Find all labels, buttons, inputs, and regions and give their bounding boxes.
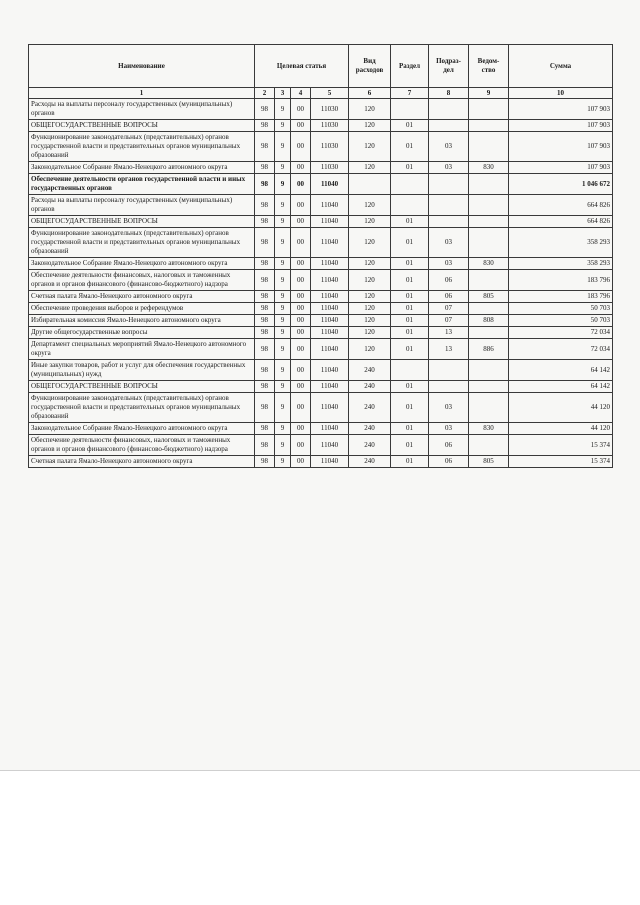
subsection-code: 07 xyxy=(429,303,469,315)
header-summa: Сумма xyxy=(509,45,613,88)
code-program: 98 xyxy=(255,216,275,228)
section-code: 01 xyxy=(391,423,429,435)
row-name: Другие общегосударственные вопросы xyxy=(29,327,255,339)
code-program: 98 xyxy=(255,270,275,291)
subsection-code: 03 xyxy=(429,258,469,270)
section-code xyxy=(391,99,429,120)
row-name: Иные закупки товаров, работ и услуг для обеспечения государственных (муниципальных) нужд xyxy=(29,360,255,381)
code-subprogram: 9 xyxy=(275,228,291,258)
code-program: 98 xyxy=(255,99,275,120)
code-program: 98 xyxy=(255,381,275,393)
code-direction: 00 xyxy=(291,327,311,339)
expense-type xyxy=(349,174,391,195)
department-code xyxy=(469,303,509,315)
amount: 50 703 xyxy=(509,315,613,327)
department-code xyxy=(469,132,509,162)
code-direction: 00 xyxy=(291,195,311,216)
code-direction: 00 xyxy=(291,456,311,468)
amount: 107 903 xyxy=(509,162,613,174)
header-razdel: Раздел xyxy=(391,45,429,88)
code-article: 11040 xyxy=(311,456,349,468)
row-name: Счетная палата Ямало-Ненецкого автономного округа xyxy=(29,456,255,468)
department-code xyxy=(469,393,509,423)
code-program: 98 xyxy=(255,195,275,216)
code-direction: 00 xyxy=(291,291,311,303)
code-subprogram: 9 xyxy=(275,381,291,393)
header-vid: Вид расходов xyxy=(349,45,391,88)
subsection-code xyxy=(429,174,469,195)
row-name: Расходы на выплаты персоналу государственных (муниципальных) органов xyxy=(29,99,255,120)
amount: 44 120 xyxy=(509,423,613,435)
code-subprogram: 9 xyxy=(275,435,291,456)
code-direction: 00 xyxy=(291,303,311,315)
table-row xyxy=(29,423,613,435)
code-article: 11040 xyxy=(311,381,349,393)
code-subprogram: 9 xyxy=(275,174,291,195)
code-subprogram: 9 xyxy=(275,339,291,360)
row-name: Функционирование законодательных (представительных) органов государственной власти и представительных органов муниципальных образований xyxy=(29,393,255,423)
expense-type: 120 xyxy=(349,291,391,303)
department-code xyxy=(469,120,509,132)
expense-type: 120 xyxy=(349,120,391,132)
col-number: 10 xyxy=(509,88,613,99)
code-subprogram: 9 xyxy=(275,195,291,216)
col-number: 1 xyxy=(29,88,255,99)
table-row xyxy=(29,99,613,120)
budget-table xyxy=(28,44,613,468)
code-direction: 00 xyxy=(291,360,311,381)
header-vedomstvo: Ведом-ство xyxy=(469,45,509,88)
subsection-code: 07 xyxy=(429,315,469,327)
code-subprogram: 9 xyxy=(275,360,291,381)
code-program: 98 xyxy=(255,228,275,258)
table-row xyxy=(29,303,613,315)
code-direction: 00 xyxy=(291,228,311,258)
column-number-row xyxy=(29,88,613,99)
section-code: 01 xyxy=(391,270,429,291)
table-row xyxy=(29,360,613,381)
code-article: 11040 xyxy=(311,435,349,456)
row-name: Законодательное Собрание Ямало-Ненецкого автономного округа xyxy=(29,162,255,174)
code-article: 11040 xyxy=(311,339,349,360)
subsection-code: 13 xyxy=(429,339,469,360)
code-subprogram: 9 xyxy=(275,303,291,315)
row-name: Расходы на выплаты персоналу государственных (муниципальных) органов xyxy=(29,195,255,216)
header-target: Целевая статья xyxy=(255,45,349,88)
section-code: 01 xyxy=(391,291,429,303)
department-code xyxy=(469,435,509,456)
code-article: 11040 xyxy=(311,228,349,258)
code-article: 11040 xyxy=(311,393,349,423)
expense-type: 120 xyxy=(349,327,391,339)
department-code xyxy=(469,195,509,216)
code-subprogram: 9 xyxy=(275,99,291,120)
expense-type: 240 xyxy=(349,381,391,393)
table-row xyxy=(29,195,613,216)
row-name: Обеспечение деятельности финансовых, налоговых и таможенных органов и органов финансового (финансово-бюджетного) надзора xyxy=(29,435,255,456)
col-number: 8 xyxy=(429,88,469,99)
subsection-code xyxy=(429,99,469,120)
subsection-code: 06 xyxy=(429,435,469,456)
section-code: 01 xyxy=(391,327,429,339)
code-article: 11040 xyxy=(311,423,349,435)
code-article: 11030 xyxy=(311,99,349,120)
department-code: 808 xyxy=(469,315,509,327)
expense-type: 240 xyxy=(349,435,391,456)
department-code xyxy=(469,327,509,339)
expense-type: 120 xyxy=(349,195,391,216)
section-code: 01 xyxy=(391,393,429,423)
code-direction: 00 xyxy=(291,435,311,456)
subsection-code: 06 xyxy=(429,456,469,468)
table-row xyxy=(29,435,613,456)
code-subprogram: 9 xyxy=(275,456,291,468)
amount: 44 120 xyxy=(509,393,613,423)
section-code: 01 xyxy=(391,381,429,393)
expense-type: 120 xyxy=(349,132,391,162)
subsection-code: 03 xyxy=(429,423,469,435)
subsection-code: 03 xyxy=(429,228,469,258)
code-program: 98 xyxy=(255,174,275,195)
code-subprogram: 9 xyxy=(275,216,291,228)
subsection-code: 03 xyxy=(429,162,469,174)
amount: 72 034 xyxy=(509,327,613,339)
expense-type: 240 xyxy=(349,423,391,435)
code-subprogram: 9 xyxy=(275,132,291,162)
table-row xyxy=(29,291,613,303)
table-row xyxy=(29,315,613,327)
department-code xyxy=(469,360,509,381)
department-code: 805 xyxy=(469,456,509,468)
header-name: Наименование xyxy=(29,45,255,88)
row-name: ОБЩЕГОСУДАРСТВЕННЫЕ ВОПРОСЫ xyxy=(29,120,255,132)
table-row xyxy=(29,270,613,291)
subsection-code xyxy=(429,381,469,393)
code-direction: 00 xyxy=(291,174,311,195)
code-direction: 00 xyxy=(291,162,311,174)
row-name: Функционирование законодательных (представительных) органов государственной власти и представительных органов муниципальных образований xyxy=(29,132,255,162)
department-code: 830 xyxy=(469,162,509,174)
code-direction: 00 xyxy=(291,393,311,423)
code-subprogram: 9 xyxy=(275,393,291,423)
code-program: 98 xyxy=(255,360,275,381)
expense-type: 120 xyxy=(349,99,391,120)
department-code: 830 xyxy=(469,423,509,435)
table-row xyxy=(29,162,613,174)
expense-type: 120 xyxy=(349,270,391,291)
expense-type: 120 xyxy=(349,228,391,258)
expense-type: 120 xyxy=(349,339,391,360)
row-name: Законодательное Собрание Ямало-Ненецкого автономного округа xyxy=(29,258,255,270)
row-name: ОБЩЕГОСУДАРСТВЕННЫЕ ВОПРОСЫ xyxy=(29,381,255,393)
subsection-code xyxy=(429,360,469,381)
table-row xyxy=(29,120,613,132)
code-program: 98 xyxy=(255,303,275,315)
code-article: 11040 xyxy=(311,195,349,216)
row-name: Законодательное Собрание Ямало-Ненецкого автономного округа xyxy=(29,423,255,435)
row-name: Обеспечение деятельности органов государственной власти и иных государственных органов xyxy=(29,174,255,195)
subsection-code xyxy=(429,120,469,132)
col-number: 4 xyxy=(291,88,311,99)
amount: 64 142 xyxy=(509,381,613,393)
row-name: Обеспечение проведения выборов и референдумов xyxy=(29,303,255,315)
row-name: Обеспечение деятельности финансовых, налоговых и таможенных органов и органов финансового (финансово-бюджетного) надзора xyxy=(29,270,255,291)
header-podrazdel: Подраз-дел xyxy=(429,45,469,88)
code-direction: 00 xyxy=(291,99,311,120)
code-program: 98 xyxy=(255,258,275,270)
department-code xyxy=(469,270,509,291)
table-row xyxy=(29,339,613,360)
code-article: 11040 xyxy=(311,174,349,195)
section-code: 01 xyxy=(391,228,429,258)
code-article: 11040 xyxy=(311,327,349,339)
code-direction: 00 xyxy=(291,381,311,393)
code-direction: 00 xyxy=(291,132,311,162)
code-direction: 00 xyxy=(291,423,311,435)
department-code: 830 xyxy=(469,258,509,270)
row-name: Избирательная комиссия Ямало-Ненецкого автономного округа xyxy=(29,315,255,327)
amount: 107 903 xyxy=(509,99,613,120)
department-code xyxy=(469,216,509,228)
expense-type: 120 xyxy=(349,216,391,228)
section-code: 01 xyxy=(391,216,429,228)
amount: 107 903 xyxy=(509,120,613,132)
code-subprogram: 9 xyxy=(275,162,291,174)
code-program: 98 xyxy=(255,315,275,327)
amount: 107 903 xyxy=(509,132,613,162)
code-subprogram: 9 xyxy=(275,120,291,132)
table-row xyxy=(29,216,613,228)
subsection-code: 06 xyxy=(429,270,469,291)
section-code: 01 xyxy=(391,303,429,315)
amount: 183 796 xyxy=(509,291,613,303)
department-code: 886 xyxy=(469,339,509,360)
amount: 358 293 xyxy=(509,228,613,258)
code-subprogram: 9 xyxy=(275,270,291,291)
table-row xyxy=(29,132,613,162)
section-code: 01 xyxy=(391,162,429,174)
department-code xyxy=(469,381,509,393)
code-article: 11040 xyxy=(311,360,349,381)
code-direction: 00 xyxy=(291,258,311,270)
code-program: 98 xyxy=(255,435,275,456)
section-code: 01 xyxy=(391,315,429,327)
subsection-code: 13 xyxy=(429,327,469,339)
department-code: 805 xyxy=(469,291,509,303)
code-subprogram: 9 xyxy=(275,315,291,327)
col-number: 6 xyxy=(349,88,391,99)
subsection-code: 06 xyxy=(429,291,469,303)
expense-type: 120 xyxy=(349,258,391,270)
table-row xyxy=(29,228,613,258)
table-row xyxy=(29,456,613,468)
row-name: ОБЩЕГОСУДАРСТВЕННЫЕ ВОПРОСЫ xyxy=(29,216,255,228)
amount: 183 796 xyxy=(509,270,613,291)
code-subprogram: 9 xyxy=(275,258,291,270)
col-number: 2 xyxy=(255,88,275,99)
amount: 50 703 xyxy=(509,303,613,315)
row-name: Департамент специальных мероприятий Ямало-Ненецкого автономного округа xyxy=(29,339,255,360)
section-code: 01 xyxy=(391,435,429,456)
amount: 358 293 xyxy=(509,258,613,270)
col-number: 5 xyxy=(311,88,349,99)
amount: 72 034 xyxy=(509,339,613,360)
amount: 664 826 xyxy=(509,195,613,216)
code-article: 11040 xyxy=(311,303,349,315)
section-code xyxy=(391,174,429,195)
expense-type: 120 xyxy=(349,162,391,174)
expense-type: 120 xyxy=(349,303,391,315)
department-code xyxy=(469,228,509,258)
department-code xyxy=(469,174,509,195)
amount: 15 374 xyxy=(509,435,613,456)
expense-type: 120 xyxy=(349,315,391,327)
code-subprogram: 9 xyxy=(275,327,291,339)
expense-type: 240 xyxy=(349,393,391,423)
amount: 64 142 xyxy=(509,360,613,381)
expense-type: 240 xyxy=(349,360,391,381)
code-article: 11030 xyxy=(311,132,349,162)
amount: 664 826 xyxy=(509,216,613,228)
subsection-code: 03 xyxy=(429,393,469,423)
section-code xyxy=(391,195,429,216)
table-row xyxy=(29,393,613,423)
table-row xyxy=(29,381,613,393)
col-number: 9 xyxy=(469,88,509,99)
col-number: 7 xyxy=(391,88,429,99)
code-program: 98 xyxy=(255,456,275,468)
section-code: 01 xyxy=(391,339,429,360)
section-code: 01 xyxy=(391,258,429,270)
section-code: 01 xyxy=(391,132,429,162)
code-program: 98 xyxy=(255,393,275,423)
table-row xyxy=(29,327,613,339)
col-number: 3 xyxy=(275,88,291,99)
department-code xyxy=(469,99,509,120)
code-article: 11030 xyxy=(311,120,349,132)
table-row xyxy=(29,174,613,195)
code-direction: 00 xyxy=(291,315,311,327)
row-name: Счетная палата Ямало-Ненецкого автономного округа xyxy=(29,291,255,303)
amount: 1 046 672 xyxy=(509,174,613,195)
subsection-code xyxy=(429,195,469,216)
code-program: 98 xyxy=(255,423,275,435)
section-code: 01 xyxy=(391,456,429,468)
section-code xyxy=(391,360,429,381)
code-program: 98 xyxy=(255,162,275,174)
code-program: 98 xyxy=(255,120,275,132)
subsection-code xyxy=(429,216,469,228)
section-code: 01 xyxy=(391,120,429,132)
code-article: 11040 xyxy=(311,270,349,291)
subsection-code: 03 xyxy=(429,132,469,162)
code-program: 98 xyxy=(255,132,275,162)
code-direction: 00 xyxy=(291,120,311,132)
expense-type: 240 xyxy=(349,456,391,468)
code-direction: 00 xyxy=(291,216,311,228)
code-program: 98 xyxy=(255,339,275,360)
table-header-row xyxy=(29,45,613,88)
code-article: 11030 xyxy=(311,162,349,174)
code-article: 11040 xyxy=(311,291,349,303)
code-article: 11040 xyxy=(311,258,349,270)
code-article: 11040 xyxy=(311,216,349,228)
amount: 15 374 xyxy=(509,456,613,468)
code-program: 98 xyxy=(255,291,275,303)
row-name: Функционирование законодательных (представительных) органов государственной власти и представительных органов муниципальных образований xyxy=(29,228,255,258)
code-article: 11040 xyxy=(311,315,349,327)
code-direction: 00 xyxy=(291,270,311,291)
code-program: 98 xyxy=(255,327,275,339)
code-subprogram: 9 xyxy=(275,291,291,303)
code-subprogram: 9 xyxy=(275,423,291,435)
code-direction: 00 xyxy=(291,339,311,360)
table-row xyxy=(29,258,613,270)
